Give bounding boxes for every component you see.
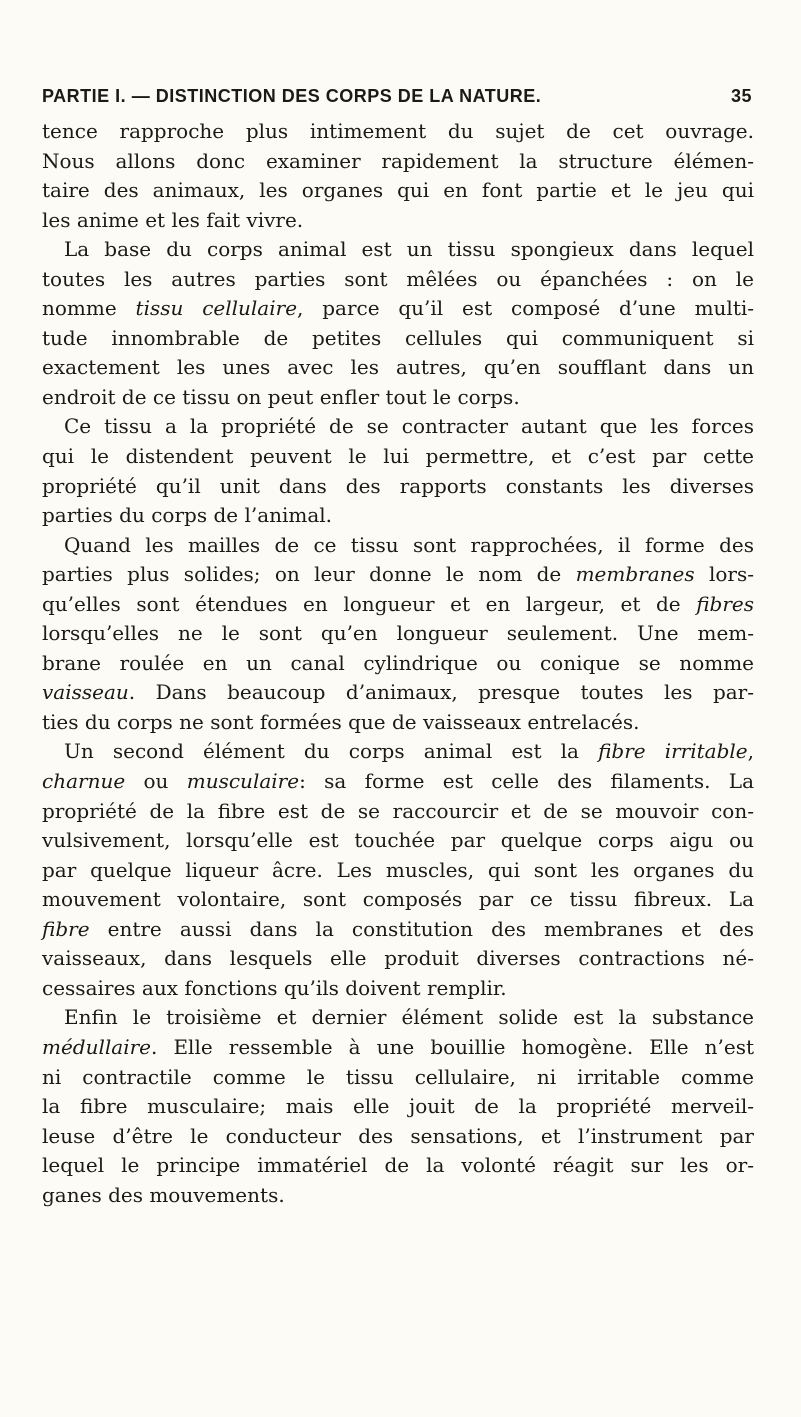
- line-text: ties du corps ne sont formées que de vaisseaux entrelacés.: [42, 709, 640, 734]
- line-text: endroit de ce tissu on peut enfler tout le corps.: [42, 384, 520, 409]
- text-line: [42, 826, 754, 856]
- italic-term: membranes: [575, 562, 695, 587]
- line-text: lequel le principe immatériel de la volonté réagit sur les or-: [42, 1153, 754, 1178]
- line-text: lors-: [694, 562, 754, 587]
- italic-term: charnue: [42, 769, 126, 794]
- text-line: [42, 531, 754, 561]
- italic-term: médullaire: [42, 1034, 151, 1059]
- line-text: tude innombrable de petites cellules qui communiquent si: [42, 325, 754, 350]
- italic-term: fibre: [42, 916, 90, 941]
- line-text: : sa forme est celle des filaments. La: [299, 769, 754, 794]
- line-text: la fibre musculaire; mais elle jouit de la propriété merveil-: [42, 1094, 754, 1119]
- text-line: [42, 1151, 754, 1181]
- text-line: [42, 472, 754, 502]
- text-line: [42, 353, 754, 383]
- italic-term: fibres: [696, 591, 754, 616]
- line-text: Nous allons donc examiner rapidement la structure élémen-: [42, 148, 754, 173]
- text-line: [42, 176, 754, 206]
- text-line: [42, 974, 754, 1004]
- line-text: brane roulée en un canal cylindrique ou conique se nomme: [42, 650, 754, 675]
- text-line: [42, 265, 754, 295]
- line-text: , parce qu’il est composé d’une multi-: [297, 296, 755, 321]
- line-text: La base du corps animal est un tissu spongieux dans lequel: [64, 237, 754, 262]
- text-line: [42, 915, 754, 945]
- text-line: [42, 1092, 754, 1122]
- line-text: taire des animaux, les organes qui en font partie et le jeu qui: [42, 178, 754, 203]
- line-text: exactement les unes avec les autres, qu’en soufflant dans un: [42, 355, 754, 380]
- line-text: vulsivement, lorsqu’elle est touchée par quelque corps aigu ou: [42, 828, 754, 853]
- chapter-title: DISTINCTION DES CORPS DE LA NATURE.: [155, 86, 542, 106]
- text-line: [42, 442, 754, 472]
- text-line: [42, 737, 754, 767]
- line-text: qui le distendent peuvent le lui permettre, et c’est par cette: [42, 444, 754, 469]
- text-line: [42, 944, 754, 974]
- italic-term: vaisseau: [42, 680, 129, 705]
- line-text: propriété qu’il unit dans des rapports constants les diverses: [42, 473, 754, 498]
- line-text: . Dans beaucoup d’animaux, presque toutes les par-: [128, 680, 754, 705]
- text-line: [42, 1063, 754, 1093]
- line-text: Quand les mailles de ce tissu sont rapprochées, il forme des: [64, 532, 754, 557]
- line-text: lorsqu’elles ne le sont qu’en longueur seulement. Une mem-: [42, 621, 754, 646]
- line-text: ,: [747, 739, 754, 764]
- italic-term: fibre irritable: [598, 739, 748, 764]
- line-text: leuse d’être le conducteur des sensations, et l’instrument par: [42, 1123, 754, 1148]
- text-line: [42, 383, 754, 413]
- text-line: [42, 1122, 754, 1152]
- line-text: Ce tissu a la propriété de se contracter autant que les forces: [64, 414, 754, 439]
- italic-term: tissu cellulaire: [135, 296, 298, 321]
- line-text: parties plus solides; on leur donne le nom de: [42, 562, 576, 587]
- line-text: ni contractile comme le tissu cellulaire, ni irritable comme: [42, 1064, 754, 1089]
- line-text: entre aussi dans la constitution des membranes et des: [89, 916, 754, 941]
- text-line: [42, 797, 754, 827]
- text-line: [42, 501, 754, 531]
- line-text: ou: [125, 769, 187, 794]
- text-line: [42, 560, 754, 590]
- body-text: [42, 117, 754, 1210]
- running-header: [42, 86, 752, 110]
- text-line: [42, 649, 754, 679]
- line-text: nomme: [42, 296, 136, 321]
- text-line: [42, 117, 754, 147]
- italic-term: musculaire: [186, 769, 300, 794]
- text-line: [42, 619, 754, 649]
- text-line: [42, 856, 754, 886]
- page-number: 35: [730, 86, 752, 106]
- line-text: vaisseaux, dans lesquels elle produit diverses contractions né-: [42, 946, 754, 971]
- line-text: mouvement volontaire, sont composés par ce tissu fibreux. La: [42, 887, 754, 912]
- text-line: [42, 885, 754, 915]
- text-line: [42, 590, 754, 620]
- text-line: [42, 1181, 754, 1211]
- line-text: cessaires aux fonctions qu’ils doivent remplir.: [42, 975, 507, 1000]
- text-line: [42, 678, 754, 708]
- line-text: les anime et les fait vivre.: [42, 207, 304, 232]
- text-line: [42, 294, 754, 324]
- part-label: PARTIE I.: [42, 86, 127, 106]
- text-line: [42, 1033, 754, 1063]
- line-text: Enfin le troisième et dernier élément solide est la substance: [64, 1005, 754, 1030]
- text-line: [42, 767, 754, 797]
- text-line: [42, 147, 754, 177]
- text-line: [42, 708, 754, 738]
- line-text: Un second élément du corps animal est la: [64, 739, 599, 764]
- text-line: [42, 235, 754, 265]
- text-line: [42, 412, 754, 442]
- line-text: parties du corps de l’animal.: [42, 503, 333, 528]
- line-text: par quelque liqueur âcre. Les muscles, qui sont les organes du: [42, 857, 754, 882]
- header-dash: —: [131, 86, 151, 106]
- text-line: [42, 1003, 754, 1033]
- line-text: . Elle ressemble à une bouillie homogène. Elle n’est: [151, 1034, 754, 1059]
- line-text: toutes les autres parties sont mêlées ou épanchées : on le: [42, 266, 754, 291]
- line-text: propriété de la fibre est de se raccourcir et de se mouvoir con-: [42, 798, 754, 823]
- header-left: [42, 86, 541, 107]
- text-line: [42, 324, 754, 354]
- line-text: ganes des mouvements.: [42, 1182, 285, 1207]
- text-line: [42, 206, 754, 236]
- line-text: tence rapproche plus intimement du sujet de cet ouvrage.: [42, 119, 754, 143]
- line-text: qu’elles sont étendues en longueur et en largeur, et de: [42, 591, 697, 616]
